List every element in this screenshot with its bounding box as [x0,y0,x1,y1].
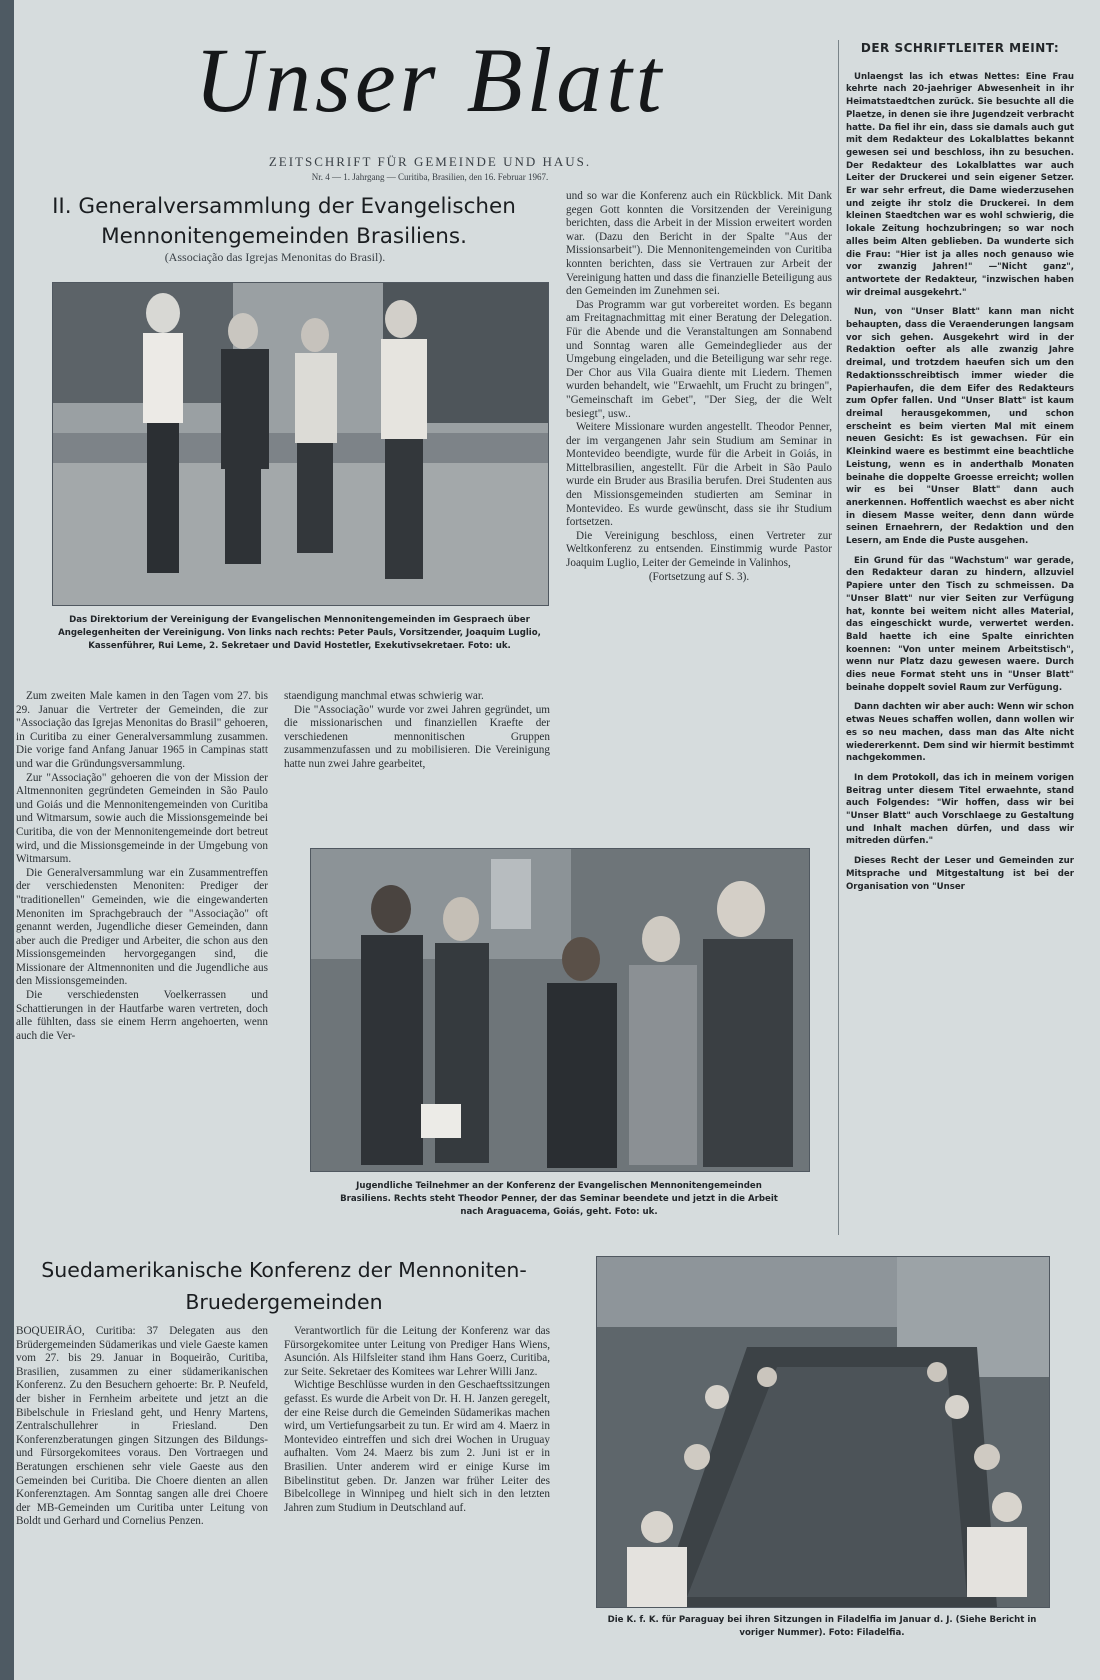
paragraph: Die verschiedensten Voelkerrassen und Schattierungen in der Hautfarbe waren vertreten, doch alle fühlten, dass sie einem Herrn angehoerten, wenn auch die Ver- [16,989,268,1042]
editor-paragraph: Nun, von "Unser Blatt" kann man nicht behaupten, dass die Veraenderungen langsam vor sich gehen. Ausgekehrt wird in der Redaktion oefter als alle zwanzig Jahre dreimal, und trotzdem haeufen sich um den Redaktionsschreibtisch immer wieder die Papierhaufen, die dem Eifer des Redakteurs zum Opfer fallen. Und "Unser Blatt" ist kaum dreimal herausgekommen, und schon erscheint es beim vierten Mal mit einem neuen Gesicht: Es ist gewachsen. Für ein Kleinkind waere es bestimmt eine beachtliche Leistung, wenn es in anderthalb Monaten beinahe die doppelte Groesse erreicht; wollen wir es bei "Unser Blatt" dann auch anerkennen. Hoffentlich waechst es aber nicht in diesem Masse weiter, denn dann würde seinen Ernaehrern, der Redaktion und den Lesern, am Ende die Puste ausgehen. [846,307,1074,547]
photo-youth [310,848,810,1172]
paragraph: Zur "Associação" gehoeren die von der Mission der Altmennoniten gegründeten Gemeinden in São Paulo und Goiás und die Mennonitengemeinden von Curitiba und Witmarsum, sowie auch die Missionsgemeinde bei Curitiba, die von der Mennonitengemeinde dort betreut wird, und die Missionsgemeinde in der Umgebung von Witmarsum. [16,771,268,866]
editor-paragraph: Ein Grund für das "Wachstum" war gerade, den Redakteur daran zu hindern, allzuviel Papiere unter den Tisch zu schmeissen. Da "Unser Blatt" nur vier Seiten zur Verfügung hat, konnte bei weitem nicht alles Material, das eingeschickt wurde, verwertet werden. Bald haette ich eine Spalte einrichten koennen: "Von unter meinem Arbeitstisch", wenn nur Platz dazu gewesen waere. Durch dies neue Format steht uns in "Unser Blatt" beinahe doppelt soviel Raum zur Verfügung. [846,555,1074,693]
masthead-title: Unser Blatt [194,29,666,131]
photo-youth-caption: Jugendliche Teilnehmer an der Konferenz der Evangelischen Mennonitengemeinden Brasiliens. Rechts steht Theodor Penner, der das Seminar beendete und jetzt in die Arbeit nach Araguacema, Goiás, geht. Foto: uk. [340,1181,778,1218]
article1-column-3 [566,190,832,830]
paragraph: Die Generalversammlung war ein Zusammentreffen der verschiedensten Menoniten: Prediger der "traditionellen" Gemeinden, wie die eingewanderten Menoniten im Sprachgebrauch der "Associação" oft genannt werden, Jugendliche dieser Gemeinden, dann aber auch die Prediger und Arbeiter, die schon aus den Missionsgemeinden hervorgegangen sind, die Missionare der Altmennoniten und die Jugendliche aus den Missionsgemeinden. [16,866,268,988]
photo-conference-image [597,1257,1049,1607]
paragraph: Das Programm war gut vorbereitet worden. Es begann am Freitagnachmittag mit einer Beratung der Delegation. Für die Abende und die Veranstaltungen am Sonnabend und Sonntag waren alle Gemeindeglieder aus der Umgebung eingeladen, und die Beteiligung war sehr rege. Der Chor aus Vila Guaira diente mit Liedern. Themen wurden behandelt, wie "Erwaehlt, um Frucht zu bringen", "Gemeinschaft im Gebet", "Der Sieg, der die Welt besiegt", usw.. [566,298,832,420]
masthead [150,30,710,182]
paragraph: Die Vereinigung beschloss, einen Vertreter zur Weltkonferenz zu entsenden. Einstimmig wurde Pastor Joaquim Luglio, Leiter der Gemeinde in Valinhos, [566,529,832,570]
paragraph: Verantwortlich für die Leitung der Konferenz war das Fürsorgekomitee unter Leitung von Prediger Hans Wiens, Asunción. Als Hilfsleiter stand ihm Hans Goerz, Curitiba, zur Seite. Sekretaer des Komitees war Lehrer Willi Janz. [284,1325,550,1378]
paragraph: Zum zweiten Male kamen in den Tagen vom 27. bis 29. Januar die Vertreter der Gemeinden, die zur "Associação das Igrejas Menonitas do Brasil" gehoeren, in Curitiba zu einer Generalversammlung zusammen. Die vorige fand Anfang Januar 1965 in Campinas statt und war die Gründungsversammlung. [16,690,268,770]
article2-headline: Suedamerikanische Konferenz der Mennoniten-Bruedergemeinden [41,1258,527,1314]
photo-directorium-caption: Das Direktorium der Vereinigung der Evangelischen Mennonitengemeinden im Gespraech über Angelegenheiten der Vereinigung. Von links nach rechts: Peter Pauls, Vorsitzender, Joaquim Luglio, Kassenführer, Rui Leme, 2. Sekretaer und David Hostetler, Exekutivsekretaer. Foto: uk. [58,615,541,652]
editor-column [846,42,1074,900]
paragraph: BOQUEIRÃO, Curitiba: 37 Delegaten aus den Brüdergemeinden Südamerikas und viele Gaeste kamen vom 27. bis 29. Januar in Boqueirão, Curitiba, Brasilien, zusammen zu einer südamerikanischen Konferenz. Zu den Besuchern gehoerte: Br. P. Neufeld, der bisher in Fernheim arbeitete und jetzt an die Bibelschule in Friesland geht, und Henry Martens, Zentralschullehrer in Friesland. Den Konferenzberatungen gingen Sitzungen des Bildungs- und Fürsorgekomitees voraus. Den Vortraegen und Beratungen erschienen sehr viele Gaeste aus den Gemeinden bei Curitiba. Die Choere dienten an allen Konferenztagen. Am Sonntag sangen alle drei Choere der MB-Gemeinden um Curitiba unter Leitung von Boldt und Gerhard und Cornelius Penzen. [16,1325,268,1528]
paragraph: Wichtige Beschlüsse wurden in den Geschaeftssitzungen gefasst. Es wurde die Arbeit von Dr. H. H. Janzen geregelt, der eine Reise durch die Gemeinden Südamerikas machen wird, um Vertiefungsarbeit zu tun. Er wird am 4. Maerz in Montevideo eintreffen und sich drei Wochen in Uruguay aufhalten. Vom 24. Maerz bis zum 2. Juni ist er in Brasilien. Unter anderem wird er einige Kurse im Bibelinstitut geben. Dr. Janzen war früher Leiter des Bibelcollege in Winnipeg und hielt sich in den letzten Jahren zum Studium in Deutschland auf. [284,1379,550,1514]
paragraph: Die "Associação" wurde vor zwei Jahren gegründet, um die missionarischen und finanziellen Kraefte der verschiedenen mennonitischen Gruppen zusammenzufassen und zu mobilisieren. Die Vereinigung hatte nun zwei Jahre gearbeitet, [284,703,550,770]
article2-column-2 [284,1325,550,1655]
column-divider [838,40,839,1235]
paragraph: staendigung manchmal etwas schwierig war. [284,690,484,702]
editor-paragraph: Dann dachten wir aber auch: Wenn wir schon etwas Neues schaffen wollen, dann wollen wir es so neu machen, dass man das Alte nicht wiedererkennt. Dem sind wir hiermit bestimmt nachgekommen. [846,702,1074,764]
continuation-note: (Fortsetzung auf S. 3). [648,570,750,583]
article2-column-1 [16,1325,268,1655]
article-subheadline: (Associação das Igrejas Menonitas do Brasil). [164,250,386,264]
photo-directorium-image [53,283,548,605]
editor-paragraph: Dieses Recht der Leser und Gemeinden zur Mitsprache und Mitgestaltung ist bei der Organisation von "Unser [846,856,1074,892]
masthead-subtitle: ZEITSCHRIFT FÜR GEMEINDE UND HAUS. [268,154,592,169]
editor-paragraph: In dem Protokoll, das ich in meinem vorigen Beitrag unter diesem Titel erwaehnte, stand auch Folgendes: "Wir hoffen, dass wir bei "Unser Blatt" auch Vorschlaege zu Gestaltung und Inhalt machen dürfen, und dass wir mitreden dürfen." [846,772,1074,847]
article1-column-1 [16,690,268,1242]
photo-conference-caption: Die K. f. K. für Paraguay bei ihren Sitzungen in Filadelfia im Januar d. J. (Siehe Bericht in voriger Nummer). Foto: Filadelfia. [607,1615,1037,1639]
paragraph: Weitere Missionare wurden angestellt. Theodor Penner, der im vergangenen Jahr sein Studium am Seminar in Montevideo beendigte, wurde für die Arbeit in Goiás, in Mittelbrasilien, angestellt. Für die Arbeit in São Paulo wurde ein Bruder aus Brasilia berufen. Drei Studenten aus den Missionsgemeinden studierten am Seminar in Montevideo. Es wurde gewünscht, dass sie ihr Studium fortsetzen. [566,421,832,529]
photo-directorium [52,282,549,606]
editor-paragraph: Unlaengst las ich etwas Nettes: Eine Frau kehrte nach 20-jaehriger Abwesenheit in ihr Heimatstaedtchen zurück. Sie besuchte all die Plaetze, in denen sie ihre Jugendzeit verbracht hatte. Da fiel ihr ein, dass sie damals auch gut mit dem Redakteur des Lokalblattes bekannt gewesen sei und beschloss, ihn zu besuchen. Der Redakteur des Lokalblattes war auch Leiter der Druckerei und sein eigener Setzer. Er war sehr erfreut, die Dame wiederzusehen und zeigte ihr stolz die Druckerei. In dem kleinen Staedtchen war es wohl schwierig, die lokale Zeitung hochzubringen; so war noch alles beim Alten geblieben. Da wunderte sich die Frau: "Hier ist ja alles noch genauso wie vor zwanzig Jahren!" —"Nicht ganz", antwortete der Redakteur, "inzwischen haben wir dreimal ausgekehrt." [846,71,1074,298]
paragraph: und so war die Konferenz auch ein Rückblick. Mit Dank gegen Gott konnten die Vorsitzenden der Vereinigung berichten, dass die Arbeit in der Mission erweitert worden war. (Dazu den Bericht in der Spalte "Aus der Missionsarbeit"). Die Mennonitengemeinden von Curitiba konnten berichten, dass sie Vertrauen zur Arbeit der Vereinigung hatten und dass die finanzielle Beteiligung aus den Gemeinden im Zunehmen sei. [566,190,832,298]
article-headline: II. Generalversammlung der Evangelischen Mennonitengemeinden Brasiliens. [52,194,516,249]
article1-column-2 [284,690,550,830]
editor-column-heading: DER SCHRIFTLEITER MEINT: [860,41,1060,55]
issue-line: Nr. 4 — 1. Jahrgang — Curitiba, Brasilien, den 16. Februar 1967. [311,172,549,182]
photo-youth-image [311,849,809,1171]
photo-conference [596,1256,1050,1608]
